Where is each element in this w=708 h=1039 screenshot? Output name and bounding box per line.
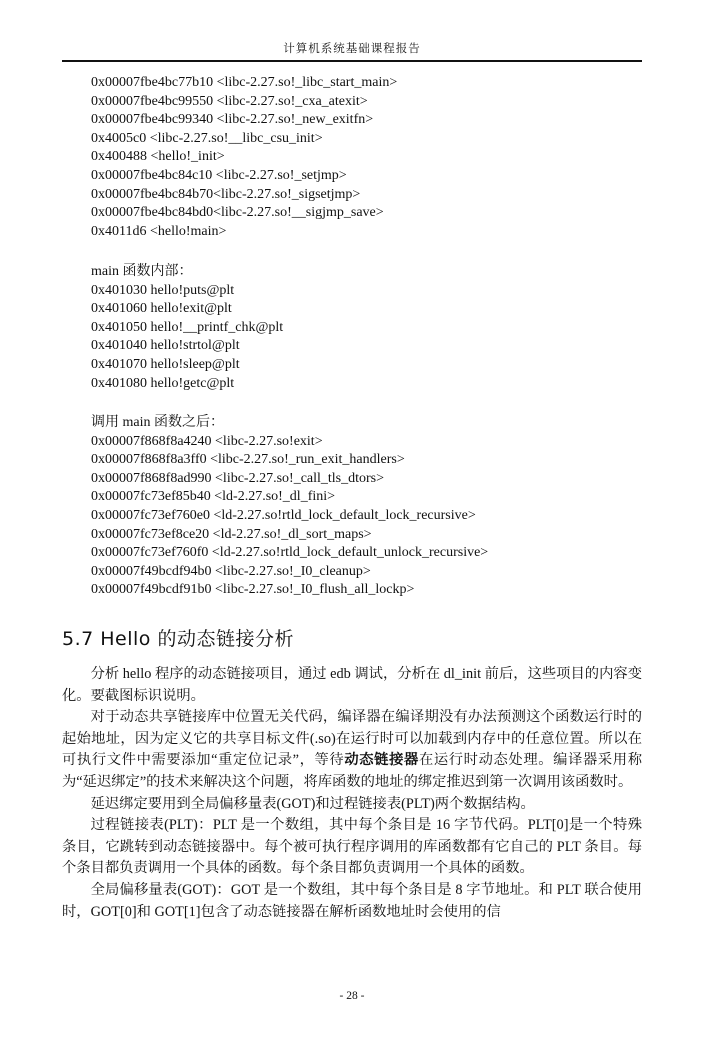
trace-line: 0x401060 hello!exit@plt <box>91 301 232 317</box>
trace-line: 0x401080 hello!getc@plt <box>91 375 235 391</box>
call-trace-inside-main <box>91 263 651 393</box>
call-trace-after-main <box>91 414 651 600</box>
trace-line: 0x00007f868f8ad990 <libc-2.27.so!_call_tls_dtors> <box>91 470 385 486</box>
trace-line: 0x00007fbe4bc84b70<libc-2.27.so!_sigsetjmp> <box>91 186 361 202</box>
trace-line: 0x401050 hello!__printf_chk@plt <box>91 319 284 335</box>
paragraph: 全局偏移量表(GOT)：GOT 是一个数组，其中每个条目是 8 字节地址。和 PLT 联合使用时，GOT[0]和 GOT[1]包含了动态链接器在解析函数地址时会使用的信 <box>62 881 642 920</box>
trace-line: 0x400488 <hello!_init> <box>91 149 225 165</box>
trace-line: 0x00007fbe4bc99550 <libc-2.27.so!_cxa_atexit> <box>91 93 368 109</box>
trace-line: 0x401040 hello!strtol@plt <box>91 338 240 354</box>
header-divider <box>62 60 642 62</box>
paragraph-text: 对于动态共享链接库中位置无关代码，编译器在编译期没有办法预测这个函数运行时的起始地址，因为定义它的共享目标文件(.so)在运行时可以加载到内存中的任意位置。所以在可执行文件中需要添加“重定位记录”，等待 <box>62 709 642 769</box>
page-number: - 28 - <box>339 990 365 1002</box>
trace-label: main 函数内部： <box>91 264 193 279</box>
trace-line: 0x4005c0 <libc-2.27.so!__libc_csu_init> <box>91 130 323 146</box>
trace-line: 0x00007fbe4bc84c10 <libc-2.27.so!_setjmp> <box>91 167 347 183</box>
trace-line: 0x00007fc73ef8ce20 <ld-2.27.so!_dl_sort_maps> <box>91 526 372 542</box>
trace-line: 0x4011d6 <hello!main> <box>91 223 227 239</box>
paragraph: 过程链接表(PLT)：PLT 是一个数组，其中每个条目是 16 字节代码。PLT[0]是一个特殊条目，它跳转到动态链接器中。每个被可执行程序调用的库函数都有它自己的 PLT 条目。每个条目都负责调用一个具体的函数。每个条目都负责调用一个具体的函数。 <box>62 817 642 877</box>
trace-line: 0x00007f868f8a3ff0 <libc-2.27.so!_run_exit_handlers> <box>91 452 405 468</box>
section-heading: 5.7 Hello 的动态链接分析 <box>62 628 294 650</box>
trace-line: 0x00007fbe4bc99340 <libc-2.27.so!_new_exitfn> <box>91 112 374 128</box>
paragraph: 分析 hello 程序的动态链接项目，通过 edb 调试，分析在 dl_init 前后，这些项目的内容变化。要截图标识说明。 <box>62 666 642 704</box>
trace-line: 0x00007fbe4bc84bd0<libc-2.27.so!__sigjmp_save> <box>91 205 384 221</box>
trace-line: 0x00007fc73ef760f0 <ld-2.27.so!rtld_lock_default_unlock_recursive> <box>91 545 489 561</box>
trace-line: 0x00007f49bcdf91b0 <libc-2.27.so!_I0_flush_all_lockp> <box>91 582 415 598</box>
call-trace-before-main <box>91 74 651 241</box>
section-body <box>62 664 642 923</box>
trace-line: 0x00007fc73ef85b40 <ld-2.27.so!_dl_fini> <box>91 489 336 505</box>
trace-label: 调用 main 函数之后： <box>91 415 224 430</box>
trace-line: 0x00007f49bcdf94b0 <libc-2.27.so!_I0_cleanup> <box>91 563 371 579</box>
paragraph: 延迟绑定要用到全局偏移量表(GOT)和过程链接表(PLT)两个数据结构。 <box>90 795 535 812</box>
paragraph <box>62 707 642 793</box>
bold-term: 动态链接器 <box>344 752 419 769</box>
paragraph-text: 在运行时动态处理。编译器采用称为“延迟绑定”的技术来解决这个问题，将库函数的地址的绑定推迟到第一次调用该函数时。 <box>62 752 643 790</box>
trace-line: 0x00007fbe4bc77b10 <libc-2.27.so!_libc_start_main> <box>91 75 398 90</box>
trace-line: 0x401030 hello!puts@plt <box>91 282 235 298</box>
page-header-title: 计算机系统基础课程报告 <box>283 41 421 55</box>
trace-line: 0x00007f868f8a4240 <libc-2.27.so!exit> <box>91 433 323 449</box>
trace-line: 0x00007fc73ef760e0 <ld-2.27.so!rtld_lock_default_lock_recursive> <box>91 507 476 523</box>
trace-line: 0x401070 hello!sleep@plt <box>91 356 240 372</box>
